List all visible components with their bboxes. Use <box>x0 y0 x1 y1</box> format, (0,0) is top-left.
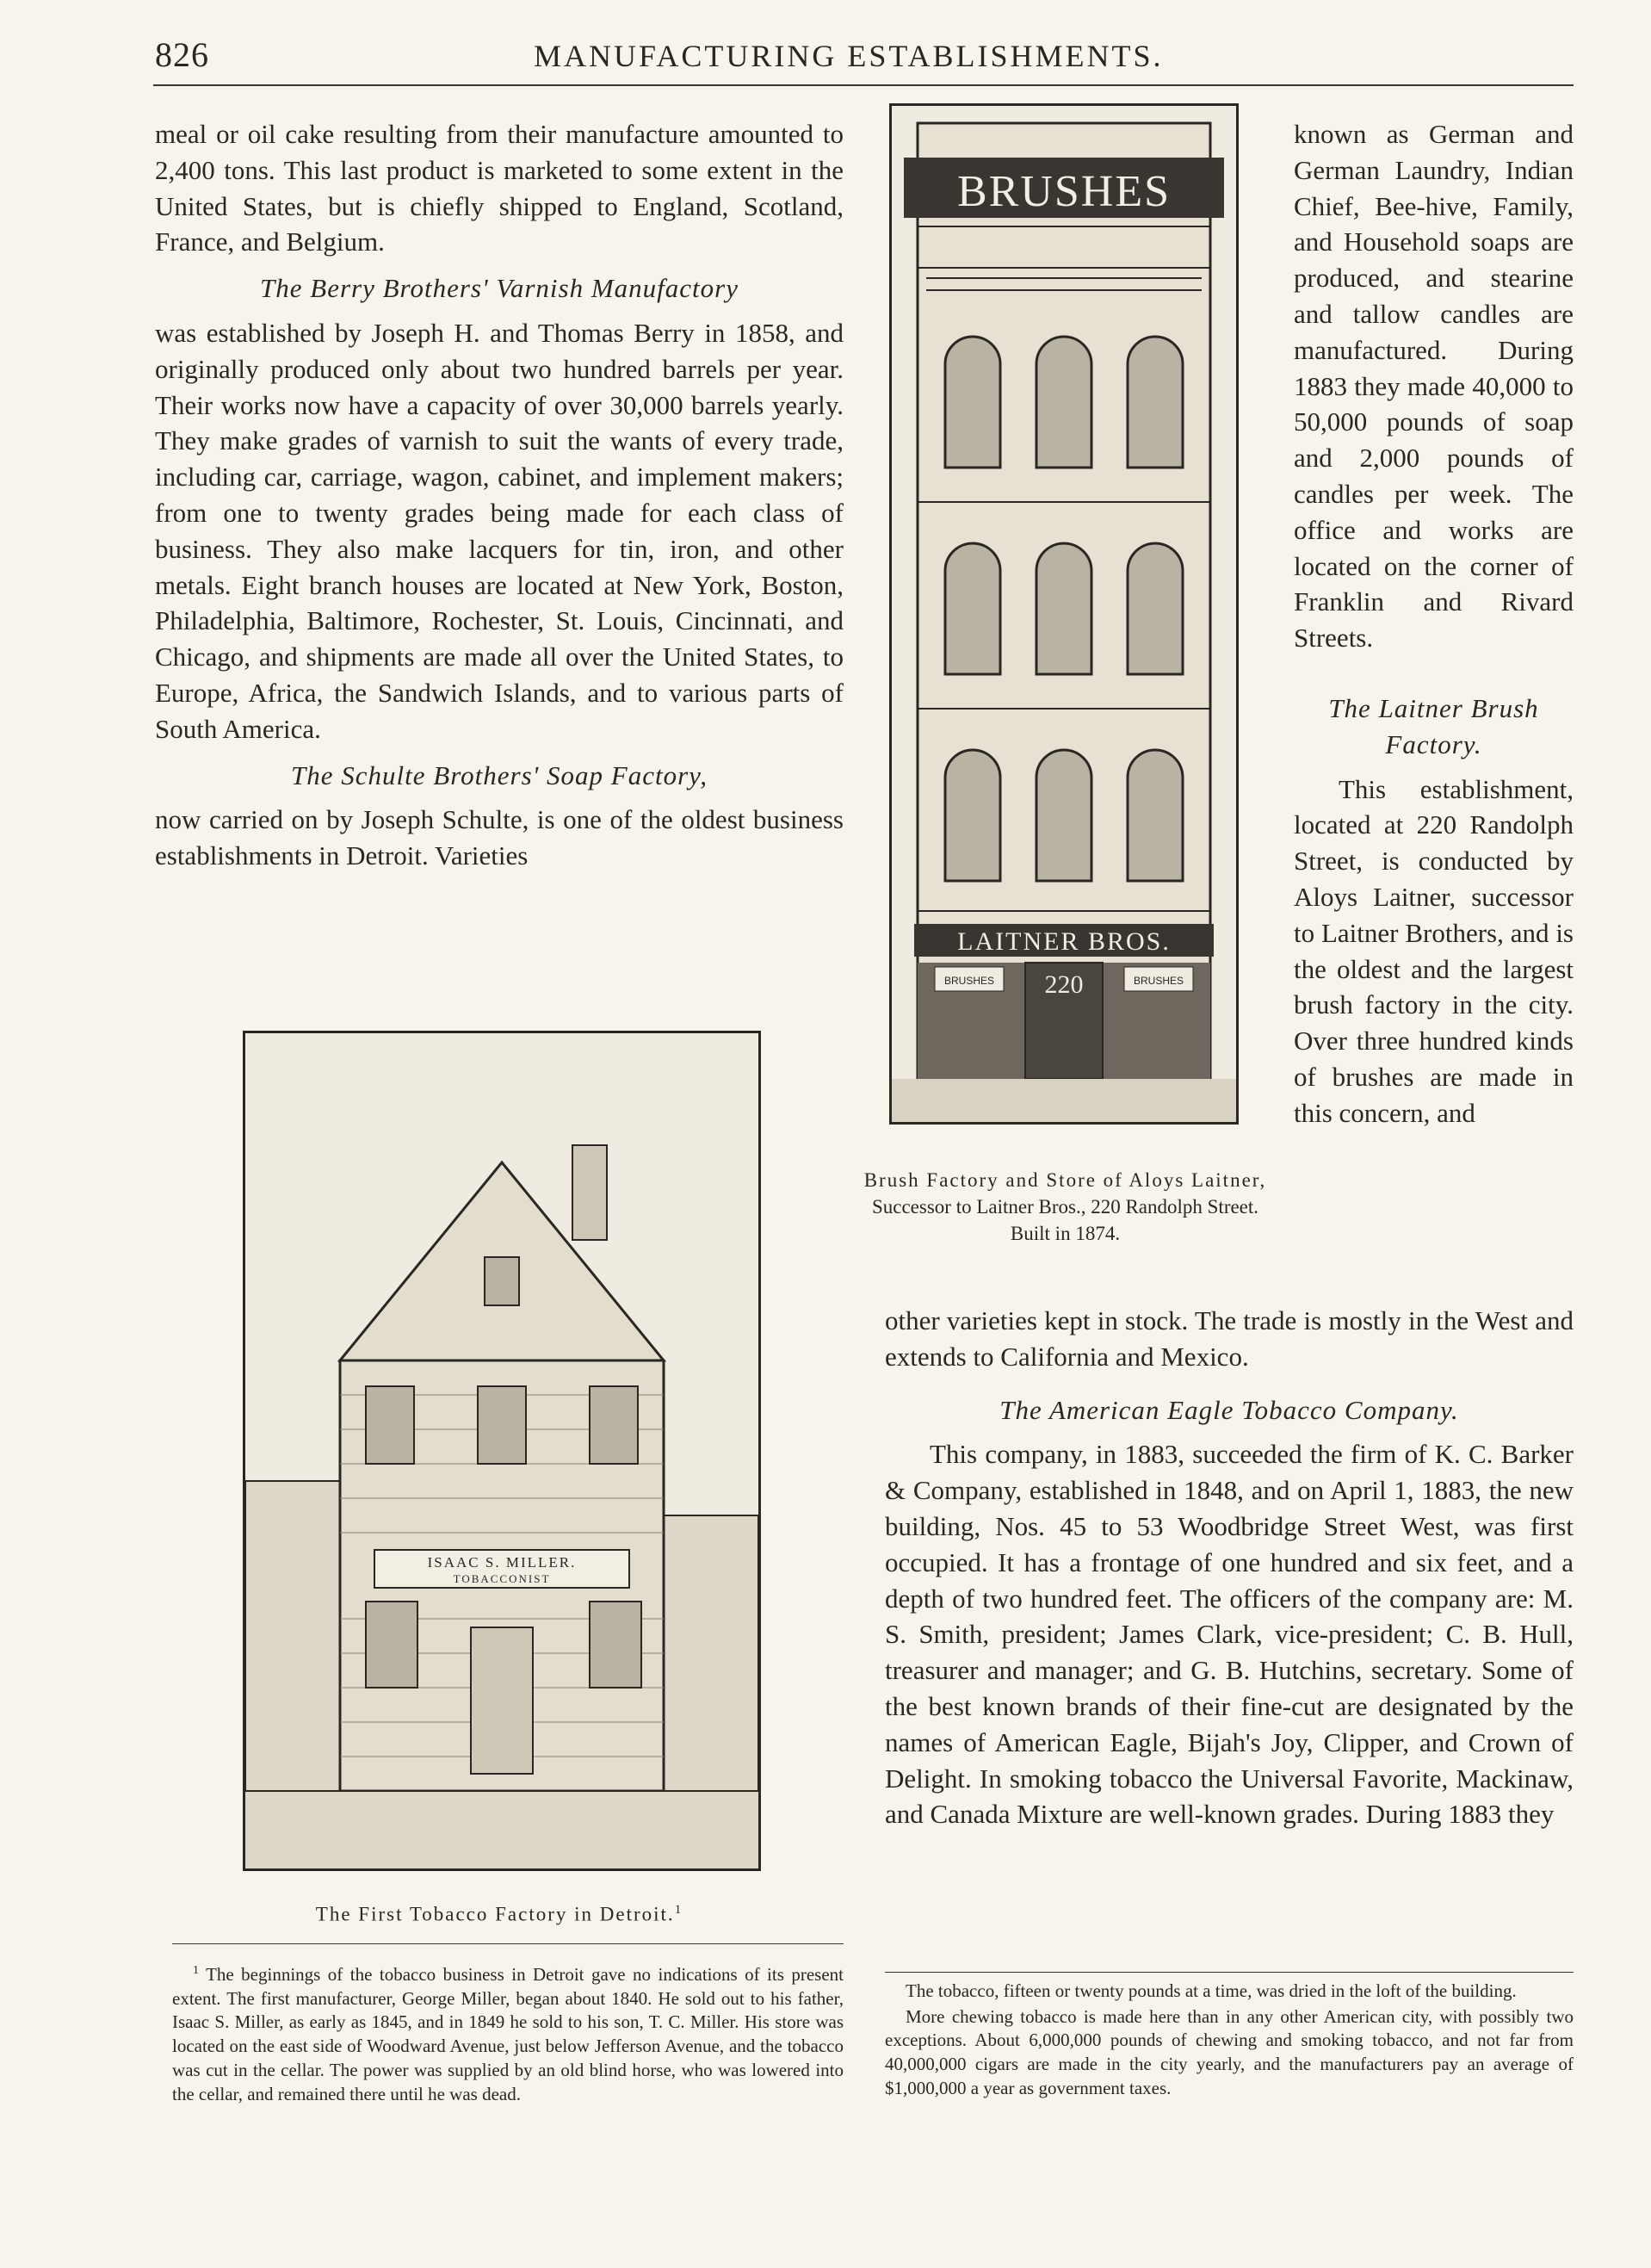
paragraph-brush-continued: other varieties kept in stock. The trade is mostly in the West and extends to California and Mexico. <box>885 1305 1574 1372</box>
tobacco-factory-caption <box>155 1897 844 1928</box>
footnote-rule-left <box>172 1943 844 1944</box>
footnote-tobacco-drying: The tobacco, fifteen or twenty pounds at a time, was dried in the loft of the building. <box>906 1980 1517 2001</box>
tobacco-caption-text: The First Tobacco Factory in Detroit. <box>315 1903 675 1925</box>
right-column-narrow <box>1294 116 1574 1131</box>
miller-sign-line2: TOBACCONIST <box>453 1572 551 1585</box>
header-rule <box>153 84 1574 86</box>
paragraph-berry-brothers: was established by Joseph H. and Thomas Berry in 1858, and originally produced only about two hundred barrels per year. Their works now have a capacity of over 30,000 barrels yearly. They make grades of varnish to suit the wants of every trade, including car, carriage, wagon, cabinet, and implement makers; from one to twenty grades being made for each class of business. They also make lacquers for tin, iron, and other metals. Eight branch houses are located at New York, Boston, Philadelphia, Baltimore, Rochester, St. Louis, Cincinnati, and Chicago, and shipments are made all over the United States, to Europe, Africa, the Sandwich Islands, and to various parts of South America. <box>155 317 844 744</box>
right-column-full <box>885 1303 1574 1832</box>
tobacco-caption-note: 1 <box>674 1903 683 1917</box>
footnote-marker: 1 <box>193 1964 199 1977</box>
window-sign-right: BRUSHES <box>1133 975 1184 987</box>
left-column <box>155 116 844 874</box>
street-number-220: 220 <box>1044 970 1084 999</box>
paragraph-oil-cake: meal or oil cake resulting from their manufacture amounted to 2,400 tons. This last product is marketed to some extent in the United States, but is chiefly shipped to England, Scotland, France, and Belgium. <box>155 119 844 257</box>
footnote-tobacco-history <box>172 1959 844 2106</box>
paragraph-laitner-brush: This establishment, located at 220 Randolph Street, is conducted by Aloys Laitner, successor to Laitner Brothers, and is the oldest and the largest brush factory in the city. Over three hundred kinds of brushes are made in this concern, and <box>1294 773 1574 1128</box>
brush-factory-caption <box>856 1167 1274 1247</box>
heading-berry-brothers: The Berry Brothers' Varnish Manufactory <box>260 273 739 304</box>
miller-sign-line1: ISAAC S. MILLER. <box>427 1554 577 1571</box>
brush-factory-illustration <box>889 103 1239 1125</box>
paragraph-soap-varieties: known as German and German Laundry, Indian Chief, Bee-hive, Family, and Household soaps are produced, and stearine and tallow candles are manufactured. During 1883 they made 40,000 to 50,000 pounds of soap and 2,000 pounds of candles per week. The office and works are located on the corner of Franklin and Rivard Streets. <box>1294 119 1574 654</box>
footnotes-right <box>885 1980 1574 2103</box>
running-head: MANUFACTURING ESTABLISHMENTS. <box>534 39 1164 73</box>
page-number: 826 <box>155 35 209 74</box>
laitner-bros-sign: LAITNER BROS. <box>957 927 1171 956</box>
footnote-rule-right <box>885 1972 1574 1973</box>
tobacco-factory-drawing <box>245 1033 758 1868</box>
tobacco-factory-illustration <box>243 1031 761 1871</box>
footnote-tobacco-production: More chewing tobacco is made here than in any other American city, with possibly two exceptions. About 6,000,000 pounds of chewing and smoking tobacco, and not far from 40,000,000 cigars are made in the city yearly, and the manufacturers pay an average of $1,000,000 a year as government taxes. <box>885 2005 1574 2098</box>
page-header <box>155 34 1571 83</box>
paragraph-schulte-brothers: now carried on by Joseph Schulte, is one of the oldest business establishments in Detroit. Varieties <box>155 804 844 871</box>
brush-factory-drawing <box>892 106 1236 1122</box>
window-sign-left: BRUSHES <box>943 975 995 987</box>
footnote-tobacco-history-text: The beginnings of the tobacco business in Detroit gave no indications of its present extent. The first manufacturer, George Miller, began about 1840. He sold out to his father, Isaac S. Miller, as early as 1845, and in 1849 he sold to his son, T. C. Miller. His store was located on the east side of Woodward Avenue, just below Jefferson Avenue, and the tobacco was cut in the cellar. The power was supplied by an old blind horse, who was lowered into the cellar, and remained there until he was dead. <box>172 1964 844 2104</box>
heading-laitner-brush: The Laitner Brush Factory. <box>1328 692 1539 759</box>
brush-caption-line1: Brush Factory and Store of Aloys Laitner, <box>863 1169 1267 1191</box>
heading-schulte-brothers: The Schulte Brothers' Soap Factory, <box>291 759 708 790</box>
heading-american-eagle: The American Eagle Tobacco Company. <box>999 1394 1459 1425</box>
paragraph-american-eagle: This company, in 1883, succeeded the firm of K. C. Barker & Company, established in 1848, and on April 1, 1883, the new building, Nos. 45 to 53 Woodbridge Street West, was first occupied. It has a frontage of one hundred and six feet, and a depth of two hundred feet. The officers of the company are: M. S. Smith, president; James Clark, vice-president; C. B. Hull, treasurer and manager; and G. B. Hutchins, secretary. Some of the best known brands of their fine-cut are designated by the names of American Eagle, Bijah's Joy, Clipper, and Crown of Delight. In smoking tobacco the Universal Favorite, Mackinaw, and Canada Mixture are well-known grades. During 1883 they <box>885 1439 1574 1830</box>
brush-caption-line2: Successor to Laitner Bros., 220 Randolph Street. Built in 1874. <box>871 1196 1259 1244</box>
brushes-sign: BRUSHES <box>956 167 1172 216</box>
footnotes-left <box>172 1959 844 2108</box>
